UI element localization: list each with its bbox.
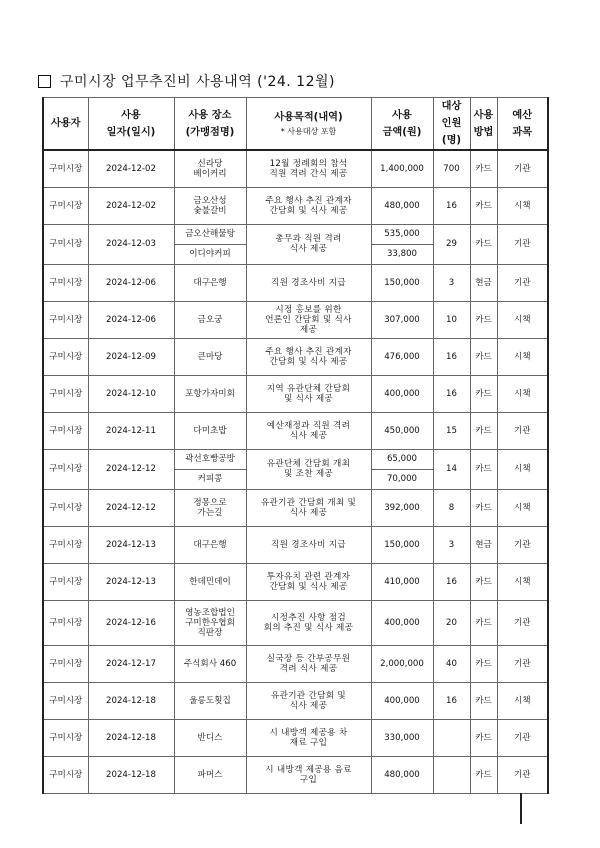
cell-user: 구미시장 <box>43 719 88 756</box>
header-method: 사용 방법 <box>470 98 497 151</box>
table-tail-spacer <box>43 793 497 824</box>
cell-user: 구미시장 <box>43 449 88 489</box>
cell-purpose: 직원 경조사비 지급 <box>246 264 371 301</box>
table-row <box>43 338 548 375</box>
cell-amount-b: 70,000 <box>371 469 433 489</box>
table-row <box>43 756 548 793</box>
table-row <box>43 645 548 682</box>
cell-purpose: 주요 행사 추진 관계자 간담회 및 식사 제공 <box>246 187 371 224</box>
cell-method: 카드 <box>470 449 497 489</box>
cell-budget: 기관 <box>497 150 548 187</box>
cell-place: 반디스 <box>174 719 246 756</box>
cell-date: 2024-12-09 <box>88 338 174 375</box>
header-place: 사용 장소 (가맹점명) <box>174 98 246 151</box>
cell-method: 카드 <box>470 563 497 600</box>
cell-people: 15 <box>433 412 470 449</box>
cell-people: 16 <box>433 375 470 412</box>
table-row <box>43 526 548 563</box>
cell-method: 카드 <box>470 489 497 526</box>
header-user: 사용자 <box>43 98 88 151</box>
cell-date: 2024-12-06 <box>88 301 174 338</box>
cell-date: 2024-12-17 <box>88 645 174 682</box>
checkbox-square-icon <box>38 75 51 88</box>
cell-user: 구미시장 <box>43 224 88 264</box>
cell-people: 20 <box>433 600 470 645</box>
cell-user: 구미시장 <box>43 338 88 375</box>
expense-table <box>42 97 549 824</box>
cell-method: 카드 <box>470 338 497 375</box>
cell-user: 구미시장 <box>43 600 88 645</box>
cell-purpose: 투자유치 관련 관계자 간담회 및 식사 제공 <box>246 563 371 600</box>
header-people: 대상 인원(명) <box>433 98 470 151</box>
cell-place: 포항가자미회 <box>174 375 246 412</box>
cell-purpose: 유관기관 간담회 및 식사 제공 <box>246 682 371 719</box>
cell-place-b: 이디야커피 <box>174 244 246 264</box>
table-row <box>43 600 548 645</box>
cell-amount: 480,000 <box>371 187 433 224</box>
cell-budget: 기관 <box>497 224 548 264</box>
table-row <box>43 187 548 224</box>
table-body <box>43 150 548 824</box>
cell-amount-a: 65,000 <box>371 449 433 469</box>
cell-place: 주식회사 460 <box>174 645 246 682</box>
cell-place-b: 커피콩 <box>174 469 246 489</box>
cell-purpose: 주요 행사 추진 관계자 간담회 및 식사 제공 <box>246 338 371 375</box>
cell-people: 3 <box>433 264 470 301</box>
cell-date: 2024-12-13 <box>88 563 174 600</box>
cell-date: 2024-12-02 <box>88 187 174 224</box>
cell-people <box>433 756 470 793</box>
cell-budget: 기관 <box>497 756 548 793</box>
cell-date: 2024-12-02 <box>88 150 174 187</box>
cell-budget: 시책 <box>497 449 548 489</box>
cell-amount: 480,000 <box>371 756 433 793</box>
cell-people: 16 <box>433 563 470 600</box>
cell-amount: 307,000 <box>371 301 433 338</box>
table-row <box>43 412 548 449</box>
cell-place: 대구은행 <box>174 264 246 301</box>
cell-purpose: 유관단체 간담회 개최 및 조찬 제공 <box>246 449 371 489</box>
cell-budget: 시책 <box>497 338 548 375</box>
cell-amount: 330,000 <box>371 719 433 756</box>
table-row <box>43 449 548 469</box>
header-date: 사용 일자(일시) <box>88 98 174 151</box>
cell-user: 구미시장 <box>43 645 88 682</box>
cell-people: 16 <box>433 682 470 719</box>
cell-purpose: 지역 유관단체 간담회 및 식사 제공 <box>246 375 371 412</box>
cell-budget: 기관 <box>497 412 548 449</box>
cell-people: 700 <box>433 150 470 187</box>
cell-budget: 시책 <box>497 375 548 412</box>
cell-method: 현금 <box>470 264 497 301</box>
cell-people: 29 <box>433 224 470 264</box>
cell-budget: 시책 <box>497 682 548 719</box>
table-row <box>43 489 548 526</box>
cell-amount: 1,400,000 <box>371 150 433 187</box>
cell-user: 구미시장 <box>43 375 88 412</box>
cell-place: 한데민데이 <box>174 563 246 600</box>
cell-people <box>433 719 470 756</box>
cell-date: 2024-12-11 <box>88 412 174 449</box>
cell-method: 카드 <box>470 187 497 224</box>
cell-user: 구미시장 <box>43 412 88 449</box>
cell-user: 구미시장 <box>43 756 88 793</box>
table-row <box>43 563 548 600</box>
cell-date: 2024-12-06 <box>88 264 174 301</box>
cell-budget: 시책 <box>497 489 548 526</box>
cell-method: 카드 <box>470 719 497 756</box>
table-row <box>43 301 548 338</box>
cell-amount: 450,000 <box>371 412 433 449</box>
cell-purpose: 직원 경조사비 지급 <box>246 526 371 563</box>
cell-place: 파머스 <box>174 756 246 793</box>
cell-people: 8 <box>433 489 470 526</box>
cell-purpose: 시 내방객 제공용 차 재료 구입 <box>246 719 371 756</box>
cell-purpose: 유관기관 간담회 개최 및 식사 제공 <box>246 489 371 526</box>
cell-user: 구미시장 <box>43 682 88 719</box>
cell-method: 카드 <box>470 224 497 264</box>
cell-purpose: 예산재정과 직원 격려 식사 제공 <box>246 412 371 449</box>
cell-date: 2024-12-13 <box>88 526 174 563</box>
cell-budget: 기관 <box>497 526 548 563</box>
cell-user: 구미시장 <box>43 526 88 563</box>
cell-purpose: 12월 정례회의 참석 직원 격려 간식 제공 <box>246 150 371 187</box>
cell-amount-a: 535,000 <box>371 224 433 244</box>
cell-amount: 476,000 <box>371 338 433 375</box>
cell-place: 신라당 베이커리 <box>174 150 246 187</box>
cell-purpose: 시 내방객 제공용 음료 구입 <box>246 756 371 793</box>
table-row <box>43 719 548 756</box>
cell-place-a: 곽선호빵공방 <box>174 449 246 469</box>
table-row <box>43 264 548 301</box>
cell-date: 2024-12-03 <box>88 224 174 264</box>
cell-budget: 시책 <box>497 301 548 338</box>
cell-amount: 2,000,000 <box>371 645 433 682</box>
cell-place: 울릉도횟집 <box>174 682 246 719</box>
cell-people: 16 <box>433 338 470 375</box>
cell-people: 14 <box>433 449 470 489</box>
cell-method: 현금 <box>470 526 497 563</box>
cell-place-a: 금오산해물탕 <box>174 224 246 244</box>
cell-amount: 400,000 <box>371 682 433 719</box>
cell-place: 다미초밥 <box>174 412 246 449</box>
cell-amount: 150,000 <box>371 264 433 301</box>
cell-place: 큰마당 <box>174 338 246 375</box>
cell-user: 구미시장 <box>43 187 88 224</box>
table-row <box>43 375 548 412</box>
cell-user: 구미시장 <box>43 563 88 600</box>
cell-amount: 392,000 <box>371 489 433 526</box>
cell-place: 정몽으로 가는길 <box>174 489 246 526</box>
cell-budget: 기관 <box>497 264 548 301</box>
cell-date: 2024-12-18 <box>88 719 174 756</box>
cell-method: 카드 <box>470 756 497 793</box>
cell-date: 2024-12-12 <box>88 489 174 526</box>
cell-user: 구미시장 <box>43 264 88 301</box>
cell-date: 2024-12-16 <box>88 600 174 645</box>
header-purpose: 사용목적(내역) * 사용대상 포함 <box>246 98 371 151</box>
cell-date: 2024-12-12 <box>88 449 174 489</box>
table-row <box>43 224 548 244</box>
cell-budget: 시책 <box>497 187 548 224</box>
cell-amount: 400,000 <box>371 600 433 645</box>
cell-amount: 150,000 <box>371 526 433 563</box>
cell-amount: 410,000 <box>371 563 433 600</box>
table-row <box>43 150 548 187</box>
cell-method: 카드 <box>470 150 497 187</box>
cell-method: 카드 <box>470 412 497 449</box>
cell-method: 카드 <box>470 682 497 719</box>
title-text: 구미시장 업무추진비 사용내역 ('24. 12월) <box>60 74 335 90</box>
cell-purpose: 시정 홍보를 위한 언론인 간담회 및 식사 제공 <box>246 301 371 338</box>
cell-budget: 시책 <box>497 563 548 600</box>
cell-date: 2024-12-10 <box>88 375 174 412</box>
cell-place: 영농조합법인 구미한우협회 직판장 <box>174 600 246 645</box>
cell-user: 구미시장 <box>43 489 88 526</box>
cell-budget: 기관 <box>497 719 548 756</box>
cell-place: 금오궁 <box>174 301 246 338</box>
cell-user: 구미시장 <box>43 301 88 338</box>
cell-amount-b: 33,800 <box>371 244 433 264</box>
cell-date: 2024-12-18 <box>88 682 174 719</box>
cell-purpose: 시정추진 사항 점검 회의 추진 및 식사 제공 <box>246 600 371 645</box>
cell-method: 카드 <box>470 645 497 682</box>
cell-place: 대구은행 <box>174 526 246 563</box>
budget-column-tail <box>497 793 521 824</box>
cell-people: 3 <box>433 526 470 563</box>
header-budget: 예산 과목 <box>497 98 548 151</box>
cell-budget: 기관 <box>497 600 548 645</box>
cell-purpose: 총무과 직원 격려 식사 제공 <box>246 224 371 264</box>
cell-people: 40 <box>433 645 470 682</box>
table-row <box>43 682 548 719</box>
cell-people: 10 <box>433 301 470 338</box>
cell-amount: 400,000 <box>371 375 433 412</box>
cell-user: 구미시장 <box>43 150 88 187</box>
table-tail <box>43 793 548 824</box>
cell-method: 카드 <box>470 301 497 338</box>
cell-method: 카드 <box>470 600 497 645</box>
header-amount: 사용 금액(원) <box>371 98 433 151</box>
document-title <box>38 70 335 92</box>
cell-purpose: 실국장 등 간부공무원 격려 식사 제공 <box>246 645 371 682</box>
cell-date: 2024-12-18 <box>88 756 174 793</box>
header-row <box>43 98 548 151</box>
cell-method: 카드 <box>470 375 497 412</box>
cell-place: 금오산성 숯불갈비 <box>174 187 246 224</box>
cell-people: 16 <box>433 187 470 224</box>
cell-budget: 기관 <box>497 645 548 682</box>
